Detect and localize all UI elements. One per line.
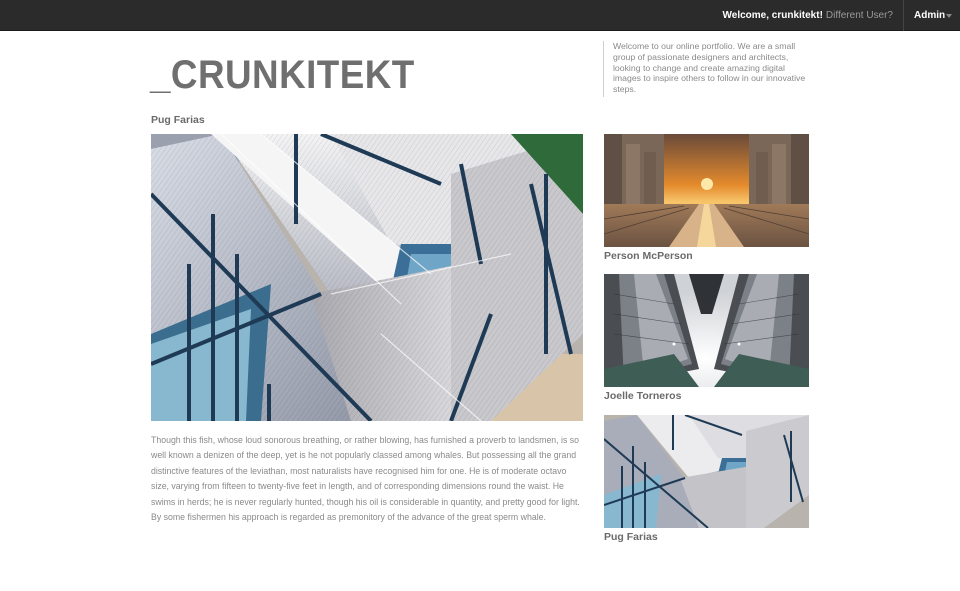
card-title[interactable]: Person McPerson bbox=[604, 250, 693, 262]
site-logo[interactable]: _CRUNKITEKT bbox=[150, 53, 415, 97]
chevron-down-icon bbox=[946, 14, 952, 18]
different-user-link[interactable]: Different User? bbox=[825, 10, 893, 21]
card-title[interactable]: Joelle Torneros bbox=[604, 390, 682, 402]
admin-menu-button[interactable] bbox=[904, 0, 960, 31]
welcome-message bbox=[723, 0, 894, 31]
angular-building-thumb-image bbox=[604, 415, 809, 528]
username: crunkitekt bbox=[771, 10, 820, 21]
sunset-courtyard-image bbox=[604, 134, 809, 247]
angular-building-image bbox=[151, 134, 583, 421]
thumbnail-image[interactable] bbox=[604, 274, 809, 387]
top-bar bbox=[0, 0, 960, 31]
welcome-suffix: ! bbox=[819, 10, 823, 21]
feature-body-text: Though this fish, whose loud sonorous breathing, or rather blowing, has furnished a proverb to landsmen, is so well known a denizen of the deep, yet is he not popularly classed among whales. But possessing all the grand distinctive features of the leviathan, most naturalists have recognised him for one. He is of moderate octavo size, varying from fifteen to twenty-five feet in length, and of corresponding dimensions round the waist. He swims in herds; he is never regularly hunted, though his oil is considerable in quantity, and pretty good for light. By some fishermen his approach is regarded as premonitory of the advance of the great sperm whale. bbox=[151, 435, 580, 523]
thumbnail-image[interactable] bbox=[604, 134, 809, 247]
feature-title[interactable]: Pug Farias bbox=[151, 114, 205, 126]
welcome-prefix: Welcome, bbox=[722, 10, 772, 21]
thumbnail-image[interactable] bbox=[604, 415, 809, 528]
portfolio-card-joelle-torneros[interactable] bbox=[604, 274, 809, 403]
admin-label: Admin bbox=[914, 10, 946, 21]
feature-image[interactable] bbox=[151, 134, 583, 421]
card-title[interactable]: Pug Farias bbox=[604, 531, 658, 543]
intro-text: Welcome to our online portfolio. We are a small group of passionate designers and architects, looking to change and create amazing digital images to inspire others to follow in our innovative steps. bbox=[603, 41, 811, 97]
portfolio-card-person-mcperson[interactable] bbox=[604, 134, 809, 263]
skyscrapers-image bbox=[604, 274, 809, 387]
portfolio-card-pug-farias[interactable] bbox=[604, 415, 809, 544]
